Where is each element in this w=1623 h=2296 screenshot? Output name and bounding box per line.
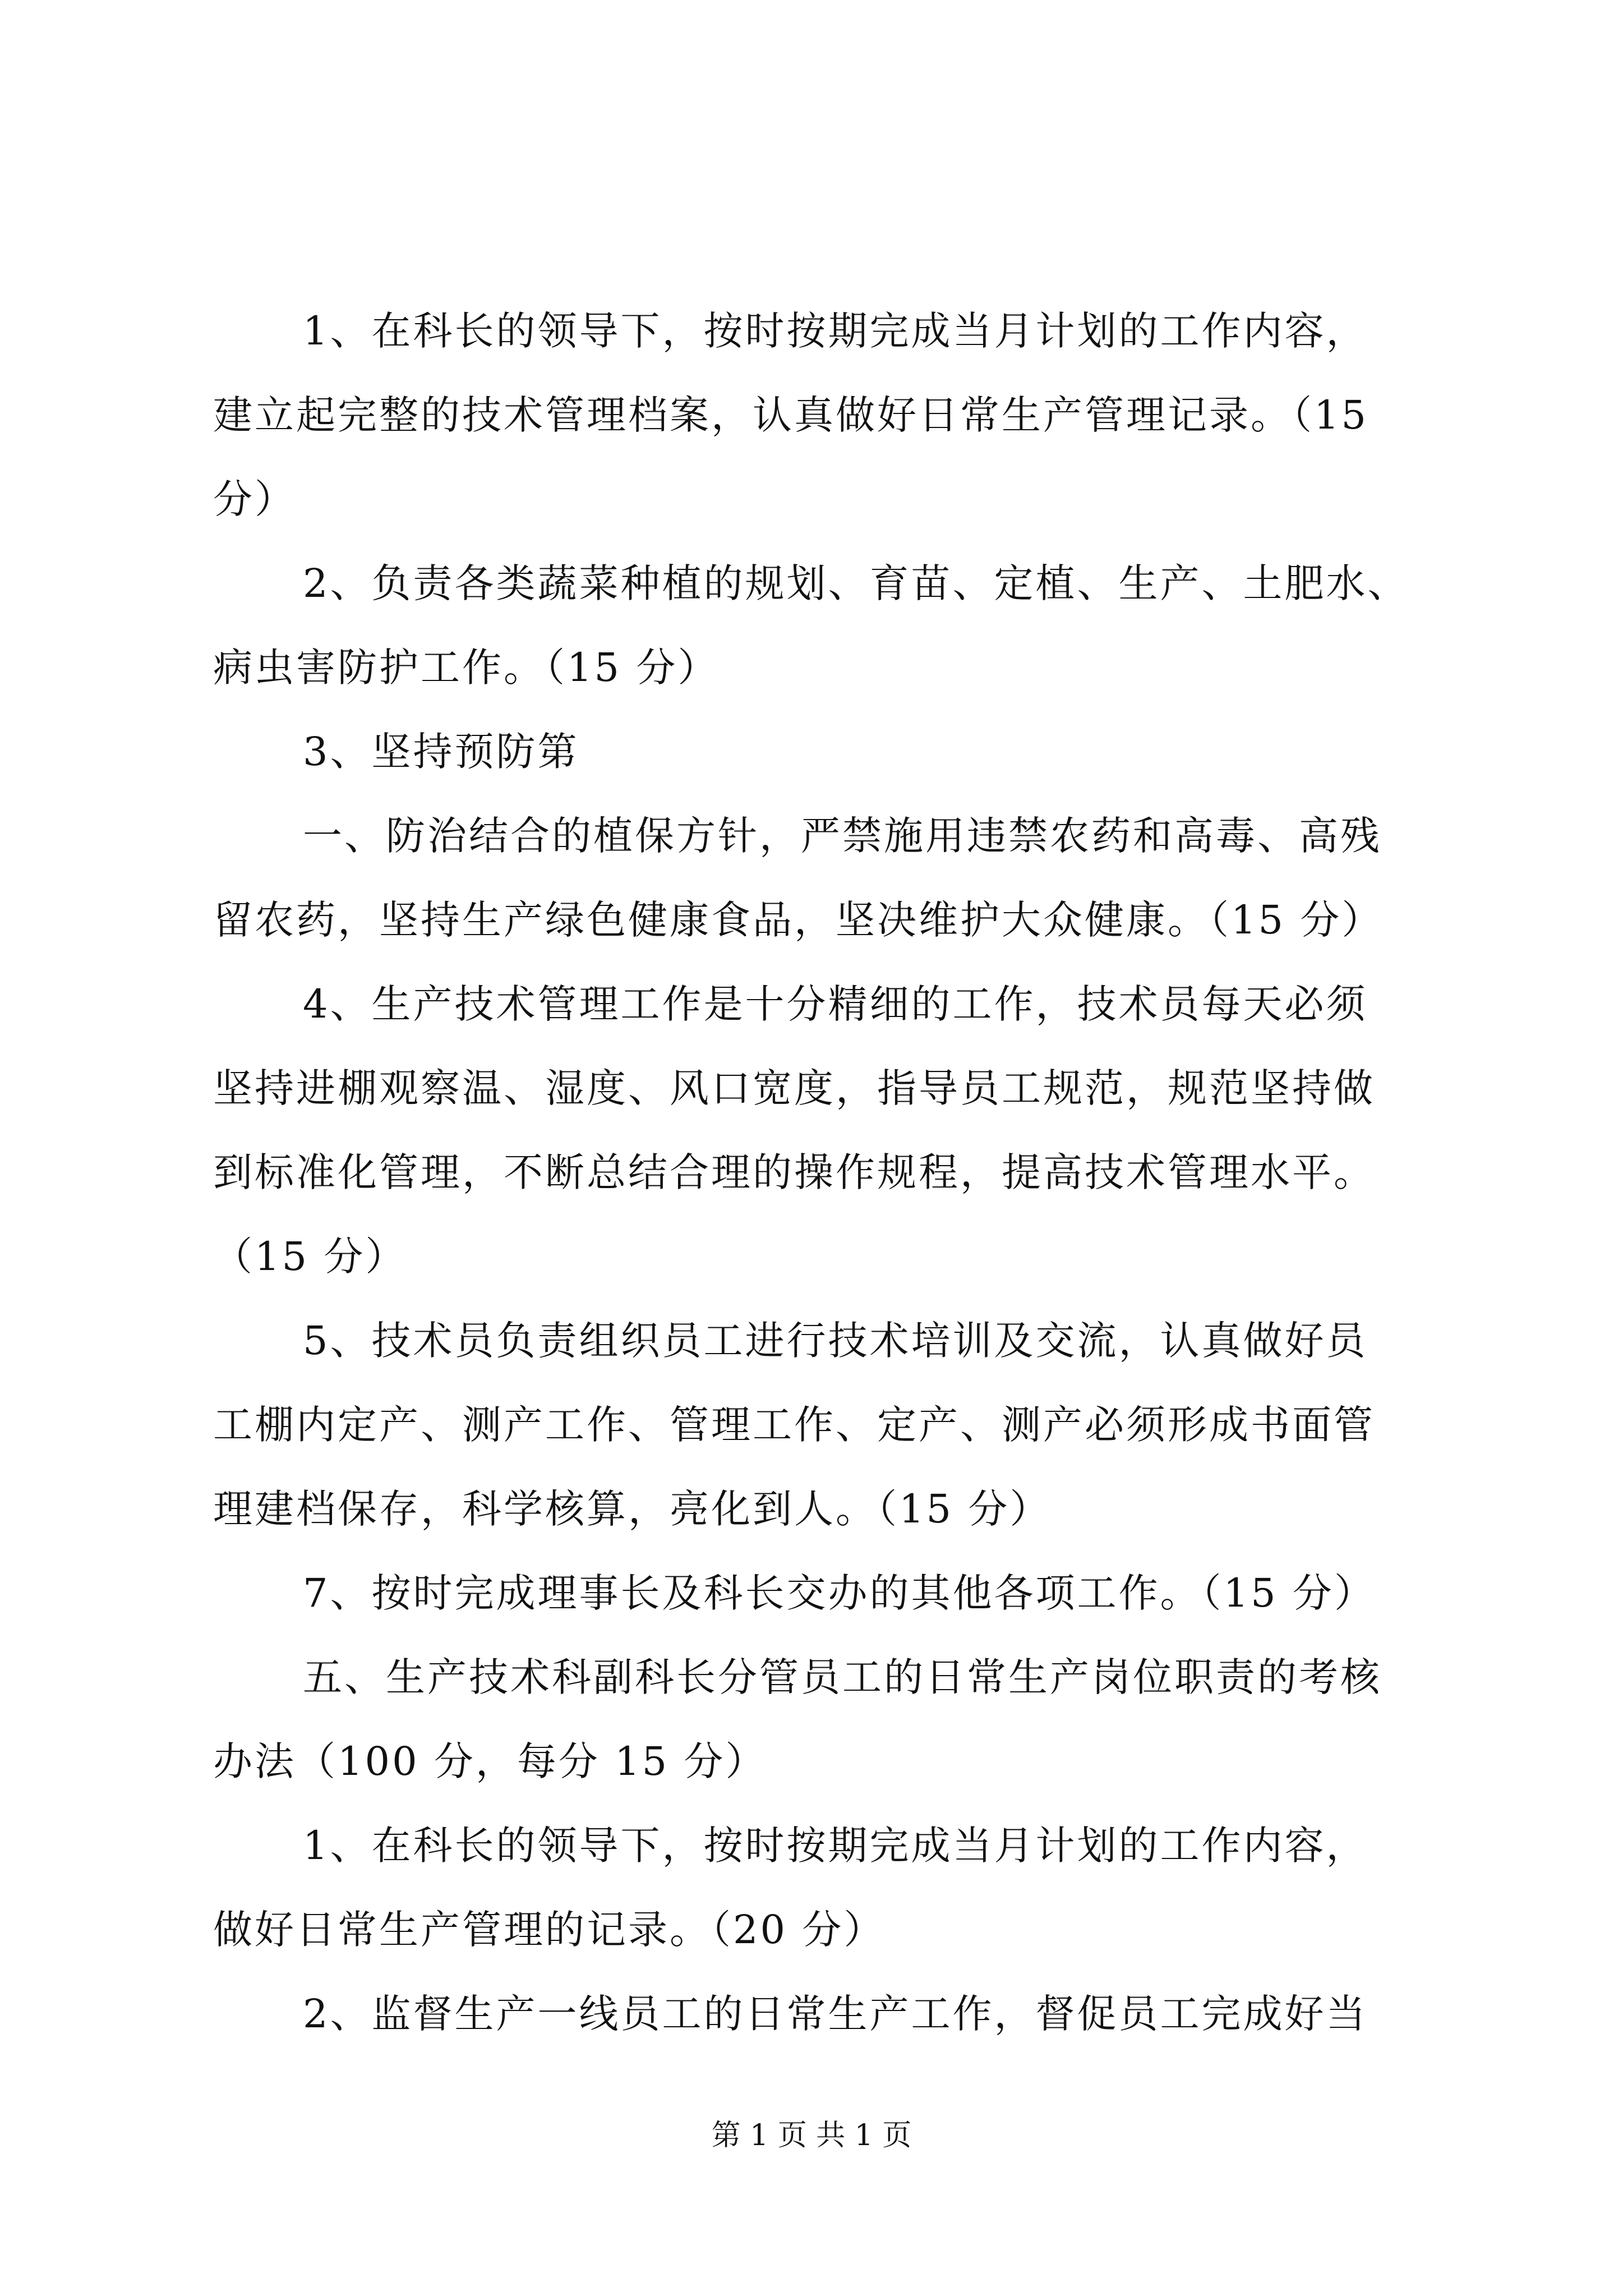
body-line: 理建档保存，科学核算，亮化到人。（15 分） [213,1486,1052,1532]
body-line: 一、防治结合的植保方针，严禁施用违禁农药和高毒、高残 [303,813,1382,859]
body-line: 留农药，坚持生产绿色健康食品，坚决维护大众健康。（15 分） [213,897,1384,943]
body-line: 7、按时完成理事长及科长交办的其他各项工作。（15 分） [303,1570,1376,1616]
body-line: 做好日常生产管理的记录。（20 分） [213,1907,886,1953]
body-line: 5、技术员负责组织员工进行技术培训及交流，认真做好员 [303,1318,1368,1364]
body-line: 到标准化管理，不断总结合理的操作规程，提高技术管理水平。 [213,1149,1375,1195]
body-line: 2、监督生产一线员工的日常生产工作，督促员工完成好当 [303,1991,1368,2037]
body-line: 1、在科长的领导下，按时按期完成当月计划的工作内容， [303,1823,1368,1869]
body-line: 工棚内定产、测产工作、管理工作、定产、测产必须形成书面管 [213,1402,1375,1448]
body-line: 3、坚持预防第 [303,729,579,775]
body-line: 建立起完整的技术管理档案，认真做好日常生产管理记录。（15 [213,392,1369,438]
body-line: 办法（100 分，每分 15 分） [213,1738,767,1784]
page-footer: 第 1 页 共 1 页 [711,2119,912,2152]
body-line: 4、生产技术管理工作是十分精细的工作，技术员每天必须 [303,981,1368,1027]
body-line: 五、生产技术科副科长分管员工的日常生产岗位职责的考核 [303,1654,1382,1700]
body-line: （15 分） [213,1234,407,1280]
body-line: 坚持进棚观察温、湿度、风口宽度，指导员工规范，规范坚持做 [213,1065,1375,1111]
body-line: 分） [213,476,296,522]
body-line: 2、负责各类蔬菜种植的规划、育苗、定植、生产、土肥水、 [303,560,1409,606]
body-line: 病虫害防护工作。（15 分） [213,645,720,691]
body-line: 1、在科长的领导下，按时按期完成当月计划的工作内容， [303,308,1368,354]
